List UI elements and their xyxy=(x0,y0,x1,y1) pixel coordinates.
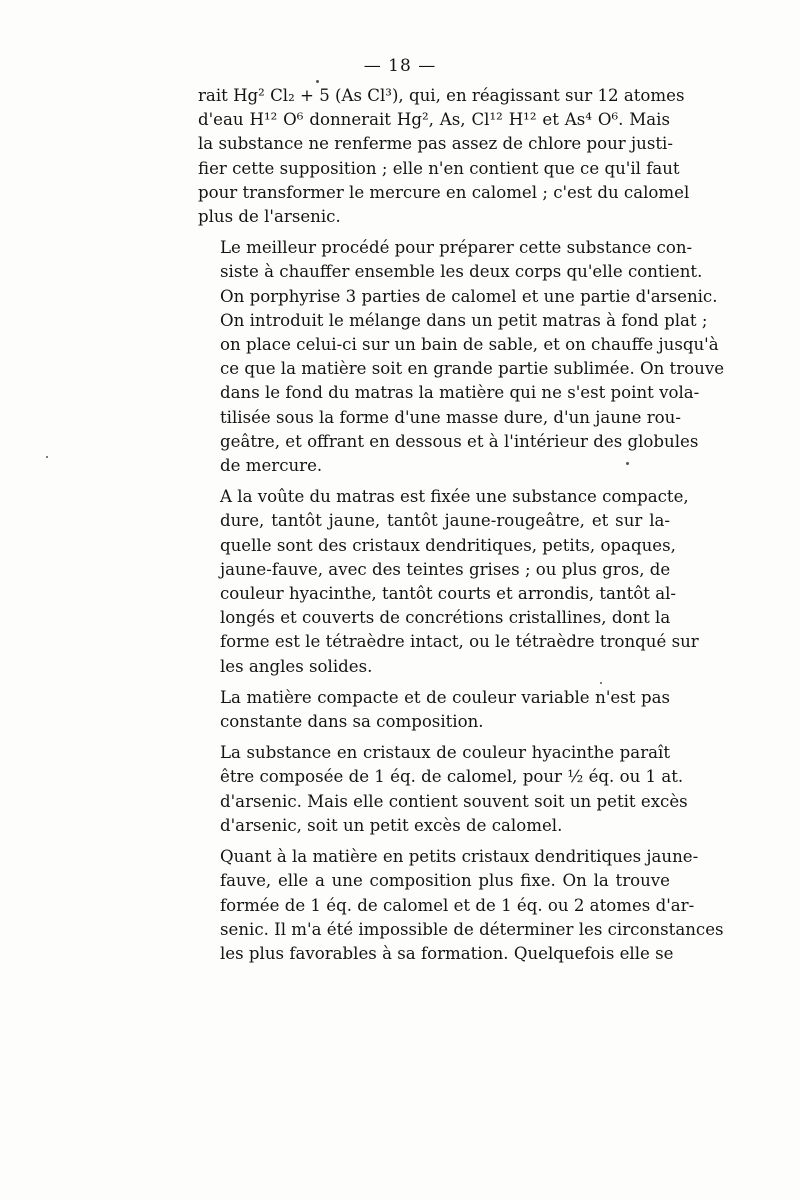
paper-speck xyxy=(600,682,602,684)
text-line: être composée de 1 éq. de calomel, pour ½ éq. ou 1 at. xyxy=(220,767,684,787)
text-line: de mercure. xyxy=(220,456,323,476)
text-line: on place celui-ci sur un bain de sable, et on chauffe jusqu'à xyxy=(220,335,719,355)
paper-speck xyxy=(316,80,319,83)
text-line: jaune-fauve, avec des teintes grises ; ou plus gros, de xyxy=(220,559,671,579)
text-line: ce que la matière soit en grande partie sublimée. On trouve xyxy=(220,359,725,379)
text-line: Le meilleur procédé pour préparer cette substance con- xyxy=(220,238,693,258)
text-line: quelle sont des cristaux dendritiques, petits, opaques, xyxy=(220,535,676,555)
text-line: Quant à la matière en petits cristaux dendritiques jaune- xyxy=(220,847,699,867)
text-line: les angles solides. xyxy=(220,656,373,676)
text-line: forme est le tétraèdre intact, ou le tétraèdre tronqué sur xyxy=(220,632,699,652)
paragraph-5 xyxy=(198,741,688,838)
text-line: siste à chauffer ensemble les deux corps qu'elle contient. xyxy=(220,262,703,282)
text-line: tilisée sous la forme d'une masse dure, d'un jaune rou- xyxy=(220,407,681,427)
text-line: senic. Il m'a été impossible de déterminer les circonstances xyxy=(220,919,724,939)
text-line: plus de l'arsenic. xyxy=(198,207,341,227)
text-line: fier cette supposition ; elle n'en contient que ce qu'il faut xyxy=(198,158,680,178)
text-line: rait Hg² Cl₂ + 5 (As Cl³), qui, en réagissant sur 12 atomes xyxy=(198,86,685,105)
paper-speck xyxy=(46,456,48,458)
text-line: formée de 1 éq. de calomel et de 1 éq. ou 2 atomes d'ar- xyxy=(220,895,695,915)
text-line: pour transformer le mercure en calomel ; c'est du calomel xyxy=(198,182,690,202)
text-line: d'arsenic, soit un petit excès de calomel. xyxy=(220,815,563,835)
text-line: d'eau H¹² O⁶ donnerait Hg², As, Cl¹² H¹² et As⁴ O⁶. Mais xyxy=(198,110,670,130)
text-line: A la voûte du matras est fixée une substance compacte, xyxy=(220,487,689,507)
page-number: — 18 — xyxy=(363,56,437,76)
text-line: la substance ne renferme pas assez de chlore pour justi- xyxy=(198,134,673,154)
paragraph-3 xyxy=(198,485,699,679)
text-line: longés et couverts de concrétions cristallines, dont la xyxy=(220,608,671,628)
paragraph-1 xyxy=(198,84,690,229)
paragraph-2 xyxy=(198,236,725,478)
text-line: dure, tantôt jaune, tantôt jaune-rougeâtre, et sur la- xyxy=(220,511,670,531)
text-line: La substance en cristaux de couleur hyacinthe paraît xyxy=(220,743,670,763)
text-line: dans le fond du matras la matière qui ne s'est point vola- xyxy=(220,383,700,403)
text-line: d'arsenic. Mais elle contient souvent soit un petit excès xyxy=(220,791,688,811)
paragraph-6 xyxy=(198,845,724,966)
text-line: les plus favorables à sa formation. Quelquefois elle se xyxy=(220,943,674,963)
paper-speck xyxy=(626,462,629,465)
text-line: On introduit le mélange dans un petit matras à fond plat ; xyxy=(220,310,708,330)
text-line: La matière compacte et de couleur variable n'est pas xyxy=(220,687,670,707)
body-text xyxy=(198,84,725,973)
text-line: constante dans sa composition. xyxy=(220,712,484,732)
text-line: fauve, elle a une composition plus fixe. On la trouve xyxy=(220,871,670,891)
text-line: geâtre, et offrant en dessous et à l'intérieur des globules xyxy=(220,431,699,451)
paragraph-4 xyxy=(198,686,670,734)
text-line: On porphyrise 3 parties de calomel et une partie d'arsenic. xyxy=(220,286,718,306)
text-line: couleur hyacinthe, tantôt courts et arrondis, tantôt al- xyxy=(220,584,677,604)
